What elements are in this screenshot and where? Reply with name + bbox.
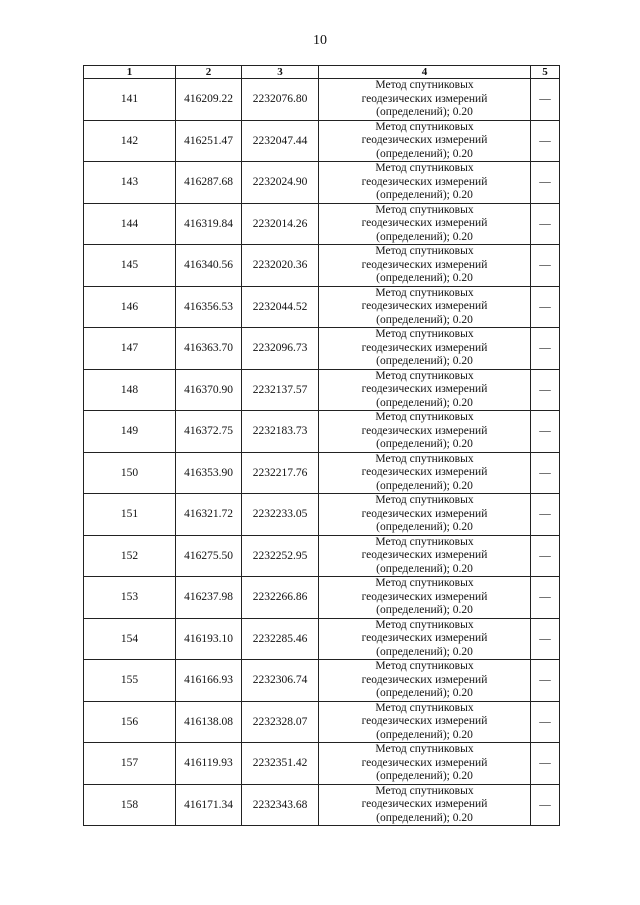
point-number-cell: 157 bbox=[84, 743, 176, 785]
point-number-cell: 148 bbox=[84, 369, 176, 411]
description-cell bbox=[531, 79, 560, 121]
dash-mark: — bbox=[539, 217, 551, 230]
method-cell bbox=[319, 328, 531, 370]
y-coordinate-cell: 2232285.46 bbox=[242, 618, 319, 660]
method-cell bbox=[319, 120, 531, 162]
method-line: Метод спутниковых bbox=[375, 120, 474, 133]
method-cell bbox=[319, 452, 531, 494]
dash-mark: — bbox=[539, 93, 551, 106]
dash-mark: — bbox=[539, 674, 551, 687]
dash-mark: — bbox=[539, 549, 551, 562]
table-header-row bbox=[84, 66, 560, 79]
dash-mark: — bbox=[539, 425, 551, 438]
description-cell bbox=[531, 494, 560, 536]
method-line: (определений); 0.20 bbox=[376, 230, 473, 243]
x-coordinate-cell: 416193.10 bbox=[176, 618, 242, 660]
description-cell bbox=[531, 411, 560, 453]
y-coordinate-cell: 2232306.74 bbox=[242, 660, 319, 702]
method-cell bbox=[319, 162, 531, 204]
method-line: Метод спутниковых bbox=[375, 743, 474, 755]
method-cell bbox=[319, 743, 531, 785]
method-line: (определений); 0.20 bbox=[376, 562, 473, 575]
description-cell bbox=[531, 784, 560, 826]
table-row bbox=[84, 452, 560, 494]
method-line: Метод спутниковых bbox=[375, 701, 474, 714]
y-coordinate-cell: 2232233.05 bbox=[242, 494, 319, 536]
x-coordinate-cell: 416166.93 bbox=[176, 660, 242, 702]
method-line: (определений); 0.20 bbox=[376, 645, 473, 658]
point-number-cell: 158 bbox=[84, 784, 176, 826]
table-row bbox=[84, 494, 560, 536]
table-row bbox=[84, 660, 560, 702]
method-line: геодезических измерений bbox=[361, 175, 488, 188]
method-line: (определений); 0.20 bbox=[376, 396, 473, 409]
method-line: геодезических измерений bbox=[361, 590, 488, 603]
method-line: Метод спутниковых bbox=[375, 245, 474, 257]
y-coordinate-cell: 2232020.36 bbox=[242, 245, 319, 287]
dash-mark: — bbox=[539, 632, 551, 645]
x-coordinate-cell: 416340.56 bbox=[176, 245, 242, 287]
method-line: геодезических измерений bbox=[361, 300, 488, 312]
method-line: (определений); 0.20 bbox=[376, 479, 473, 492]
method-line: Метод спутниковых bbox=[375, 369, 474, 382]
method-cell bbox=[319, 79, 531, 121]
description-cell bbox=[531, 162, 560, 204]
description-cell bbox=[531, 743, 560, 785]
method-line: (определений); 0.20 bbox=[376, 438, 473, 450]
method-line: Метод спутниковых bbox=[375, 162, 474, 174]
table-row bbox=[84, 618, 560, 660]
method-cell bbox=[319, 494, 531, 536]
y-coordinate-cell: 2232266.86 bbox=[242, 577, 319, 619]
method-line: (определений); 0.20 bbox=[376, 313, 473, 326]
table-row bbox=[84, 79, 560, 121]
method-line: (определений); 0.20 bbox=[376, 604, 473, 616]
y-coordinate-cell: 2232252.95 bbox=[242, 535, 319, 577]
point-number-cell: 141 bbox=[84, 79, 176, 121]
column-header: 1 bbox=[84, 66, 176, 79]
x-coordinate-cell: 416363.70 bbox=[176, 328, 242, 370]
method-line: Метод спутниковых bbox=[375, 411, 474, 423]
method-line: геодезических измерений bbox=[361, 756, 488, 769]
description-cell bbox=[531, 245, 560, 287]
dash-mark: — bbox=[539, 300, 551, 313]
table-row bbox=[84, 535, 560, 577]
y-coordinate-cell: 2232096.73 bbox=[242, 328, 319, 370]
method-cell bbox=[319, 369, 531, 411]
method-line: Метод спутниковых bbox=[375, 618, 474, 631]
method-line: геодезических измерений bbox=[361, 383, 488, 395]
description-cell bbox=[531, 286, 560, 328]
table-row bbox=[84, 577, 560, 619]
method-line: (определений); 0.20 bbox=[376, 687, 473, 699]
method-line: геодезических измерений bbox=[361, 632, 488, 644]
point-number-cell: 151 bbox=[84, 494, 176, 536]
x-coordinate-cell: 416370.90 bbox=[176, 369, 242, 411]
method-line: геодезических измерений bbox=[361, 217, 488, 229]
point-number-cell: 149 bbox=[84, 411, 176, 453]
column-header: 5 bbox=[531, 66, 560, 79]
point-number-cell: 146 bbox=[84, 286, 176, 328]
method-line: геодезических измерений bbox=[361, 258, 488, 271]
method-line: (определений); 0.20 bbox=[376, 521, 473, 533]
description-cell bbox=[531, 452, 560, 494]
table-row bbox=[84, 743, 560, 785]
dash-mark: — bbox=[539, 798, 551, 811]
method-line: геодезических измерений bbox=[361, 341, 488, 354]
table-row bbox=[84, 162, 560, 204]
x-coordinate-cell: 416356.53 bbox=[176, 286, 242, 328]
x-coordinate-cell: 416119.93 bbox=[176, 743, 242, 785]
dash-mark: — bbox=[539, 591, 551, 604]
method-cell bbox=[319, 411, 531, 453]
x-coordinate-cell: 416287.68 bbox=[176, 162, 242, 204]
point-number-cell: 156 bbox=[84, 701, 176, 743]
method-line: геодезических измерений bbox=[361, 466, 488, 478]
method-line: геодезических измерений bbox=[361, 92, 488, 105]
point-number-cell: 153 bbox=[84, 577, 176, 619]
method-line: (определений); 0.20 bbox=[376, 147, 473, 160]
method-line: (определений); 0.20 bbox=[376, 811, 473, 824]
description-cell bbox=[531, 618, 560, 660]
description-cell bbox=[531, 577, 560, 619]
method-line: Метод спутниковых bbox=[375, 328, 474, 340]
method-cell bbox=[319, 535, 531, 577]
column-header: 2 bbox=[176, 66, 242, 79]
point-number-cell: 152 bbox=[84, 535, 176, 577]
x-coordinate-cell: 416353.90 bbox=[176, 452, 242, 494]
y-coordinate-cell: 2232076.80 bbox=[242, 79, 319, 121]
method-line: геодезических измерений bbox=[361, 134, 488, 146]
method-line: (определений); 0.20 bbox=[376, 106, 473, 118]
table-row bbox=[84, 411, 560, 453]
table-row bbox=[84, 701, 560, 743]
method-line: геодезических измерений bbox=[361, 549, 488, 561]
method-line: геодезических измерений bbox=[361, 424, 488, 437]
table-row bbox=[84, 120, 560, 162]
method-line: геодезических измерений bbox=[361, 798, 488, 810]
dash-mark: — bbox=[539, 134, 551, 147]
table-row bbox=[84, 286, 560, 328]
method-line: Метод спутниковых bbox=[375, 577, 474, 589]
method-cell bbox=[319, 784, 531, 826]
table-row bbox=[84, 369, 560, 411]
x-coordinate-cell: 416321.72 bbox=[176, 494, 242, 536]
x-coordinate-cell: 416237.98 bbox=[176, 577, 242, 619]
method-line: геодезических измерений bbox=[361, 673, 488, 686]
method-line: Метод спутниковых bbox=[375, 784, 474, 797]
dash-mark: — bbox=[539, 383, 551, 396]
x-coordinate-cell: 416209.22 bbox=[176, 79, 242, 121]
method-line: (определений); 0.20 bbox=[376, 770, 473, 782]
point-number-cell: 154 bbox=[84, 618, 176, 660]
dash-mark: — bbox=[539, 508, 551, 521]
y-coordinate-cell: 2232047.44 bbox=[242, 120, 319, 162]
description-cell bbox=[531, 328, 560, 370]
dash-mark: — bbox=[539, 466, 551, 479]
method-cell bbox=[319, 618, 531, 660]
y-coordinate-cell: 2232024.90 bbox=[242, 162, 319, 204]
x-coordinate-cell: 416319.84 bbox=[176, 203, 242, 245]
point-number-cell: 155 bbox=[84, 660, 176, 702]
x-coordinate-cell: 416251.47 bbox=[176, 120, 242, 162]
method-line: Метод спутниковых bbox=[375, 79, 474, 91]
method-line: Метод спутниковых bbox=[375, 535, 474, 548]
y-coordinate-cell: 2232217.76 bbox=[242, 452, 319, 494]
method-cell bbox=[319, 701, 531, 743]
description-cell bbox=[531, 701, 560, 743]
y-coordinate-cell: 2232351.42 bbox=[242, 743, 319, 785]
column-header: 3 bbox=[242, 66, 319, 79]
x-coordinate-cell: 416171.34 bbox=[176, 784, 242, 826]
method-cell bbox=[319, 577, 531, 619]
method-line: Метод спутниковых bbox=[375, 203, 474, 216]
description-cell bbox=[531, 120, 560, 162]
method-cell bbox=[319, 245, 531, 287]
x-coordinate-cell: 416138.08 bbox=[176, 701, 242, 743]
y-coordinate-cell: 2232328.07 bbox=[242, 701, 319, 743]
dash-mark: — bbox=[539, 757, 551, 770]
method-line: (определений); 0.20 bbox=[376, 728, 473, 741]
point-number-cell: 144 bbox=[84, 203, 176, 245]
y-coordinate-cell: 2232137.57 bbox=[242, 369, 319, 411]
y-coordinate-cell: 2232183.73 bbox=[242, 411, 319, 453]
page-number: 10 bbox=[313, 33, 327, 48]
dash-mark: — bbox=[539, 176, 551, 189]
method-line: (определений); 0.20 bbox=[376, 272, 473, 284]
y-coordinate-cell: 2232044.52 bbox=[242, 286, 319, 328]
method-line: (определений); 0.20 bbox=[376, 355, 473, 367]
method-cell bbox=[319, 286, 531, 328]
column-header: 4 bbox=[319, 66, 531, 79]
point-number-cell: 147 bbox=[84, 328, 176, 370]
point-number-cell: 150 bbox=[84, 452, 176, 494]
description-cell bbox=[531, 369, 560, 411]
coordinates-table bbox=[83, 65, 560, 826]
x-coordinate-cell: 416275.50 bbox=[176, 535, 242, 577]
table-row bbox=[84, 784, 560, 826]
method-line: (определений); 0.20 bbox=[376, 189, 473, 201]
table-row bbox=[84, 203, 560, 245]
method-line: Метод спутниковых bbox=[375, 452, 474, 465]
dash-mark: — bbox=[539, 342, 551, 355]
y-coordinate-cell: 2232343.68 bbox=[242, 784, 319, 826]
table-row bbox=[84, 245, 560, 287]
method-cell bbox=[319, 203, 531, 245]
table-row bbox=[84, 328, 560, 370]
method-line: геодезических измерений bbox=[361, 507, 488, 520]
x-coordinate-cell: 416372.75 bbox=[176, 411, 242, 453]
point-number-cell: 145 bbox=[84, 245, 176, 287]
description-cell bbox=[531, 535, 560, 577]
method-line: геодезических измерений bbox=[361, 715, 488, 727]
dash-mark: — bbox=[539, 715, 551, 728]
method-line: Метод спутниковых bbox=[375, 286, 474, 299]
dash-mark: — bbox=[539, 259, 551, 272]
method-line: Метод спутниковых bbox=[375, 660, 474, 672]
point-number-cell: 142 bbox=[84, 120, 176, 162]
method-line: Метод спутниковых bbox=[375, 494, 474, 506]
method-cell bbox=[319, 660, 531, 702]
description-cell bbox=[531, 203, 560, 245]
point-number-cell: 143 bbox=[84, 162, 176, 204]
description-cell bbox=[531, 660, 560, 702]
y-coordinate-cell: 2232014.26 bbox=[242, 203, 319, 245]
